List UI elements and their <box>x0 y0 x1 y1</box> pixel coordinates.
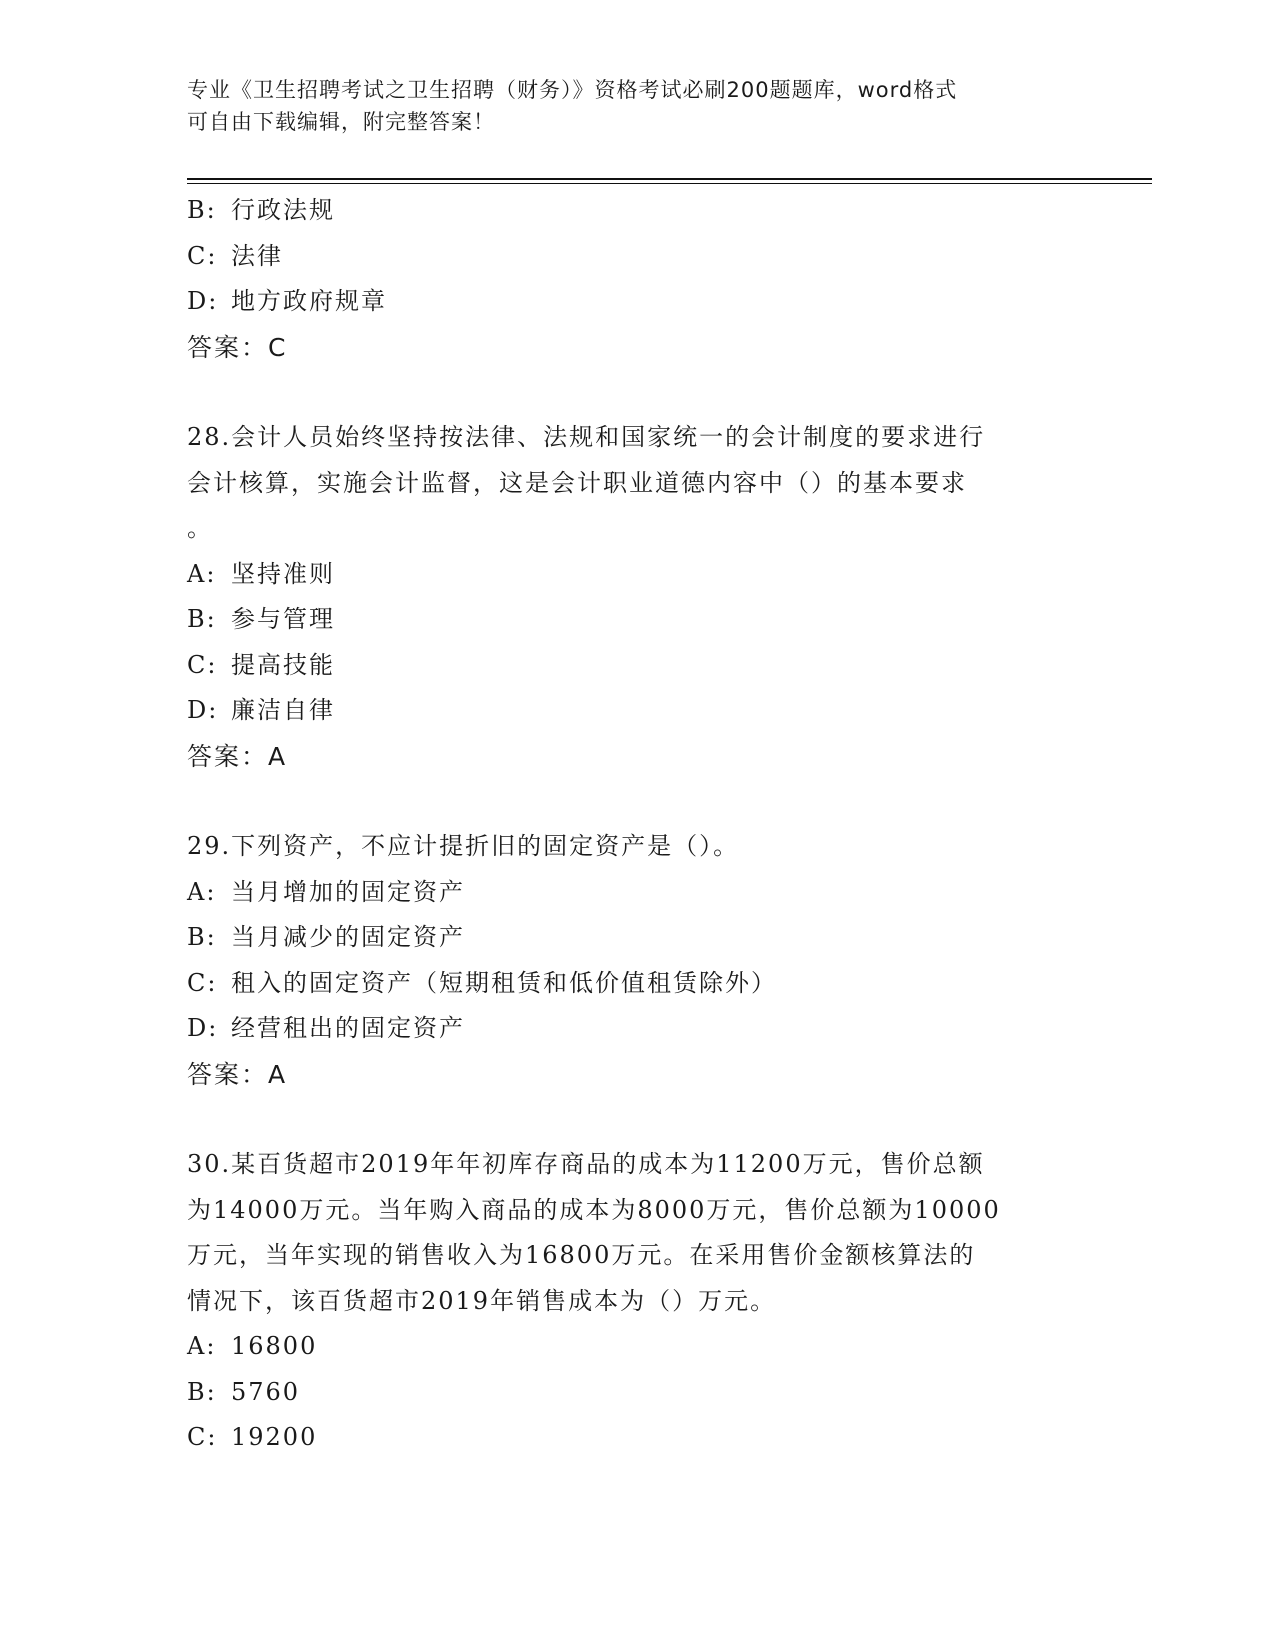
option-c: C: 法律 <box>187 241 283 270</box>
question-stem-line: 28.会计人员始终坚持按法律、法规和国家统一的会计制度的要求进行 <box>187 423 986 451</box>
question-stem-line: 30.某百货超市2019年年初库存商品的成本为11200万元，售价总额 <box>187 1150 985 1178</box>
question-27 <box>187 188 1077 370</box>
option-c: C: 租入的固定资产（短期租赁和低价值租赁除外） <box>187 968 777 997</box>
question-stem-line: 29.下列资产，不应计提折旧的固定资产是（）。 <box>187 832 740 860</box>
question-stem-line: 情况下，该百货超市2019年销售成本为（）万元。 <box>187 1286 777 1315</box>
option-c: C: 提高技能 <box>187 650 335 679</box>
question-28 <box>187 415 1077 779</box>
option-b: B: 参与管理 <box>187 605 335 633</box>
question-stem-line: 为14000万元。当年购入商品的成本为8000万元，售价总额为10000 <box>187 1195 1001 1224</box>
option-c: C: 19200 <box>187 1423 318 1451</box>
option-d: D: 廉洁自律 <box>187 696 335 724</box>
answer: 答案：A <box>187 1059 288 1089</box>
option-a: A: 坚持准则 <box>187 559 335 588</box>
answer: 答案：A <box>187 741 288 771</box>
option-b: B: 5760 <box>187 1377 301 1406</box>
question-stem-line: 会计核算，实施会计监督，这是会计职业道德内容中（）的基本要求 <box>187 468 967 497</box>
answer: 答案：C <box>187 332 288 362</box>
header-line-2: 可自由下载编辑，附完整答案！ <box>187 110 495 134</box>
option-d: D: 经营租出的固定资产 <box>187 1014 465 1042</box>
question-stem-line: 。 <box>187 514 213 542</box>
option-a: A: 16800 <box>187 1332 318 1360</box>
option-d: D: 地方政府规章 <box>187 287 387 315</box>
option-b: B: 当月减少的固定资产 <box>187 923 465 951</box>
option-b: B: 行政法规 <box>187 196 335 224</box>
document-body <box>187 188 1077 1461</box>
header-rule-thick <box>187 178 1152 180</box>
header-rule-thin <box>187 183 1152 184</box>
header-line-1: 专业《卫生招聘考试之卫生招聘（财务）》资格考试必刷200题题库，word格式 <box>187 78 958 102</box>
question-30 <box>187 1142 1077 1461</box>
option-a: A: 当月增加的固定资产 <box>187 877 465 906</box>
document-header <box>187 74 1067 138</box>
question-29 <box>187 824 1077 1097</box>
question-stem-line: 万元，当年实现的销售收入为16800万元。在采用售价金额核算法的 <box>187 1241 976 1269</box>
